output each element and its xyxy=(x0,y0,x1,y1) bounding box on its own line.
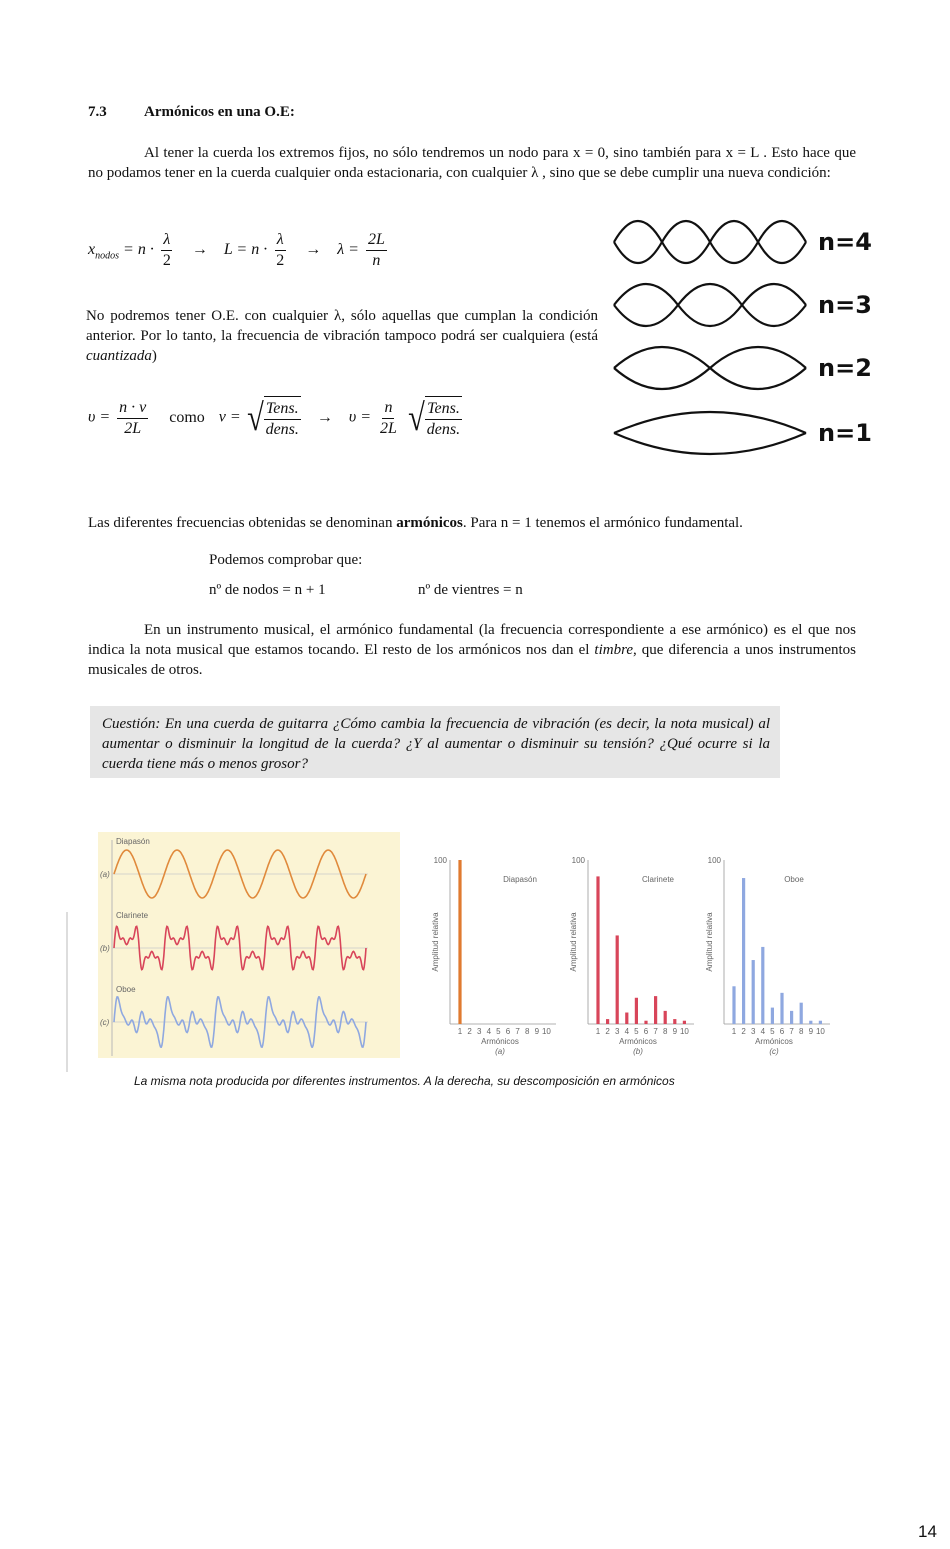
spectrum-tag-1: (a) xyxy=(495,1047,505,1056)
spectrum-tick-2-8: 8 xyxy=(662,1027,668,1036)
question-box: Cuestión: En una cuerda de guitarra ¿Cómo cambia la frecuencia de vibración (es decir, la nota musical) al aumentar o disminuir la longitud de la cuerda? ¿Y al aumentar o disminuir su tensión? ¿Qué ocurre si la cuerda tiene más o menos grosor? xyxy=(90,706,780,778)
spectrum-tick-1-5: 5 xyxy=(496,1027,501,1036)
label-n2: n=2 xyxy=(818,354,872,382)
waveform-tag-1: (a) xyxy=(100,870,110,879)
waveforms-figure xyxy=(66,830,400,1076)
timbre-paragraph: En un instrumento musical, el armónico fundamental (la frecuencia correspondiente a ese armónico) es el que nos indica la nota musical que estamos tocando. El resto de los armónicos nos dan el timbre, que diferencia a unos instrumentos musicales de otros. xyxy=(88,622,856,678)
spectrum-ymax-2: 100 xyxy=(571,856,585,865)
spectrum-tag-3: (c) xyxy=(769,1047,779,1056)
spectrum-bar-2-3 xyxy=(616,935,619,1024)
quantized-paragraph: No podremos tener O.E. con cualquier λ, sólo aquellas que cumplan la condición anterior. Por lo tanto, la frecuencia de vibración tampoco podrá ser cualquiera (está cuantizada) xyxy=(86,308,598,364)
spectrum-bar-2-5 xyxy=(635,998,638,1024)
label-n3: n=3 xyxy=(818,291,872,319)
spectrum-tick-2-1: 1 xyxy=(595,1027,601,1036)
spectrum-bar-2-7 xyxy=(654,996,657,1024)
spectrum-tick-3-3: 3 xyxy=(750,1027,756,1036)
spectrum-bar-3-4 xyxy=(761,947,764,1024)
antinodes-rule: nº de vientres = n xyxy=(418,582,523,598)
spectrum-tick-3-5: 5 xyxy=(770,1027,775,1036)
intro-paragraph: Al tener la cuerda los extremos fijos, no sólo tendremos un nodo para x = 0, sino también para x = L . Esto hace que no podamos tener en la cuerda cualquier onda estacionaria, con cualquier λ , sino que se debe cumplir una nueva condición: xyxy=(88,145,856,181)
spectrum-tick-2-9: 9 xyxy=(672,1027,678,1036)
spectrum-ylabel-1: Amplitud relativa xyxy=(431,912,440,972)
nodes-equation: $x_{nodos} = n$ · $\frac{\lambda}{2}$ → L = n · $\frac{\lambda}{2}$ → λ = $\frac{2L}{n}$ xyxy=(88,231,385,269)
section-title: Armónicos en una O.E: xyxy=(144,104,295,120)
frequency-equation: υ = $\frac{n \cdot v}{2L}$ como v = √ $\frac{\text{Tens.}}{\text{dens.}}$ → υ = $\frac{n}{2L}$ √ $\frac{\text{Tens.}}{\text{dens.}}$ xyxy=(88,397,461,439)
section-number: 7.3 xyxy=(88,104,107,120)
spectrum-tick-3-4: 4 xyxy=(760,1027,766,1036)
spectrum-tick-1-8: 8 xyxy=(524,1027,530,1036)
spectrum-bar-2-4 xyxy=(625,1013,628,1024)
spectra-figure xyxy=(420,848,840,1063)
spectrum-bar-3-7 xyxy=(790,1011,793,1024)
spectrum-bar-3-5 xyxy=(771,1008,774,1024)
spectrum-title-1: Diapasón xyxy=(503,875,537,884)
spectrum-tick-1-7: 7 xyxy=(515,1027,520,1036)
spectrum-ylabel-2: Amplitud relativa xyxy=(569,912,578,972)
spectrum-bar-3-9 xyxy=(809,1021,812,1024)
nodes-rule: nº de nodos = n + 1 xyxy=(209,582,326,598)
spectrum-tick-1-10: 10 xyxy=(541,1027,551,1036)
spectrum-bar-2-10 xyxy=(683,1021,686,1024)
spectrum-ylabel-3: Amplitud relativa xyxy=(705,912,714,972)
harmonics-paragraph: Las diferentes frecuencias obtenidas se denominan armónicos. Para n = 1 tenemos el armónico fundamental. xyxy=(88,515,743,531)
spectrum-tick-3-6: 6 xyxy=(779,1027,785,1036)
spectrum-tick-3-10: 10 xyxy=(815,1027,825,1036)
spectrum-tick-1-4: 4 xyxy=(486,1027,492,1036)
section-heading xyxy=(88,104,295,121)
spectrum-bar-2-2 xyxy=(606,1019,609,1024)
harmonic-n4 xyxy=(614,221,806,263)
spectrum-bar-3-3 xyxy=(752,960,755,1024)
spectrum-title-3: Oboe xyxy=(784,875,804,884)
spectrum-bar-1-1 xyxy=(458,860,461,1024)
spectrum-xlabel-2: Armónicos xyxy=(619,1037,657,1046)
spectrum-tick-1-1: 1 xyxy=(457,1027,463,1036)
waveform-label-3: Oboe xyxy=(116,985,136,994)
waveform-label-2: Clarinete xyxy=(116,911,149,920)
spectrum-tick-2-6: 6 xyxy=(643,1027,649,1036)
waveform-tag-2: (b) xyxy=(100,944,110,953)
harmonic-n1 xyxy=(614,412,806,454)
spectrum-bar-3-8 xyxy=(800,1003,803,1024)
spectrum-bar-3-2 xyxy=(742,878,745,1024)
spectrum-tick-1-6: 6 xyxy=(505,1027,511,1036)
spectrum-tick-2-4: 4 xyxy=(624,1027,630,1036)
spectrum-xlabel-3: Armónicos xyxy=(755,1037,793,1046)
check-title: Podemos comprobar que: xyxy=(209,552,363,568)
spectrum-bar-3-1 xyxy=(732,986,735,1024)
harmonic-n2 xyxy=(614,347,806,389)
spectrum-tick-2-3: 3 xyxy=(614,1027,620,1036)
label-n4: n=4 xyxy=(818,228,872,256)
spectrum-bar-2-1 xyxy=(596,876,599,1024)
waveform-label-1: Diapasón xyxy=(116,837,150,846)
spectrum-tick-3-1: 1 xyxy=(731,1027,737,1036)
page-number: 14 xyxy=(918,1522,937,1541)
spectrum-ymax-3: 100 xyxy=(707,856,721,865)
spectrum-xlabel-1: Armónicos xyxy=(481,1037,519,1046)
spectrum-bar-3-10 xyxy=(819,1021,822,1024)
spectrum-title-2: Clarinete xyxy=(641,875,675,884)
spectrum-tick-1-2: 2 xyxy=(467,1027,472,1036)
spectrum-ymax-1: 100 xyxy=(433,856,447,865)
spectrum-tick-1-9: 9 xyxy=(534,1027,540,1036)
spectrum-tick-2-7: 7 xyxy=(653,1027,658,1036)
spectrum-bar-2-9 xyxy=(673,1019,676,1024)
spectrum-tag-2: (b) xyxy=(633,1047,643,1056)
spectrum-tick-1-3: 3 xyxy=(476,1027,482,1036)
spectrum-bar-2-8 xyxy=(664,1011,667,1024)
spectrum-bar-3-6 xyxy=(780,993,783,1024)
spectrum-tick-3-8: 8 xyxy=(798,1027,804,1036)
label-n1: n=1 xyxy=(818,419,872,447)
figure-caption: La misma nota producida por diferentes instrumentos. A la derecha, su descomposición en armónicos xyxy=(134,1074,675,1088)
harmonic-n3 xyxy=(614,284,806,326)
spectrum-tick-2-5: 5 xyxy=(634,1027,639,1036)
spectrum-tick-3-2: 2 xyxy=(741,1027,746,1036)
spectrum-tick-3-7: 7 xyxy=(789,1027,794,1036)
spectrum-tick-2-2: 2 xyxy=(605,1027,610,1036)
waveform-tag-3: (c) xyxy=(100,1018,110,1027)
spectrum-bar-2-6 xyxy=(644,1021,647,1024)
spectrum-tick-3-9: 9 xyxy=(808,1027,814,1036)
spectrum-tick-2-10: 10 xyxy=(679,1027,689,1036)
